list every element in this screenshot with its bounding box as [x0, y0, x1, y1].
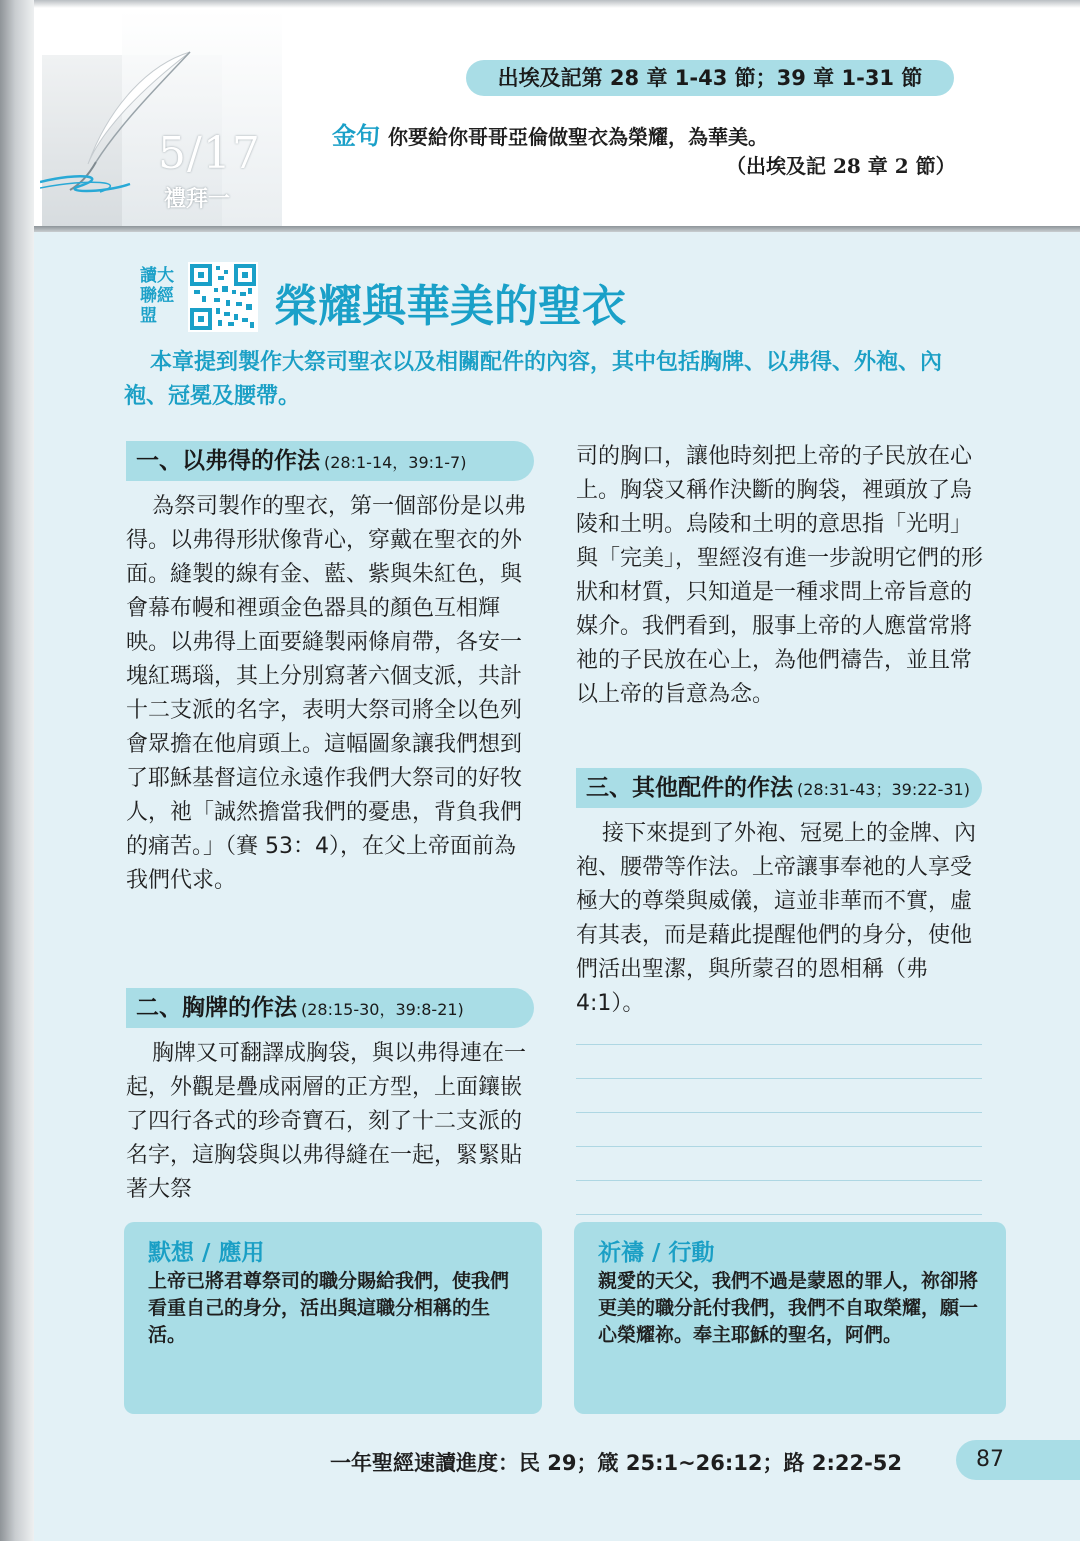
section-heading-1-title: 一、以弗得的作法 — [136, 448, 320, 474]
qr-code-icon[interactable] — [188, 262, 258, 332]
section-heading-2-title: 二、胸牌的作法 — [136, 995, 297, 1021]
section-heading-3-title: 三、其他配件的作法 — [586, 775, 793, 801]
golden-verse — [332, 116, 992, 151]
reading-progress: 一年聖經速讀進度：民 29；箴 25:1~26:12；路 2:22-52 — [330, 1451, 903, 1475]
note-line — [576, 1214, 982, 1215]
section-heading-1-ref: (28:1-14，39:1-7) — [324, 453, 467, 472]
section-3-body: 接下來提到了外袍、冠冕上的金牌、內袍、腰帶等作法。上帝讓事奉祂的人享受極大的尊榮與威儀，這並非華而不實，虛有其表，而是藉此提醒他們的身分，使他們活出聖潔，與所蒙召的恩相稱（弗 4:1）。 — [576, 821, 977, 1016]
section-heading-3 — [576, 768, 982, 808]
scripture-reference: 出埃及記第 28 章 1-43 節；39 章 1-31 節 — [466, 60, 954, 96]
golden-verse-reference: （出埃及記 28 章 2 節） — [726, 154, 956, 178]
golden-verse-text: 你要給你哥哥亞倫做聖衣為榮耀，為華美。 — [388, 125, 768, 149]
section-1-body: 為祭司製作的聖衣，第一個部份是以弗得。以弗得形狀像背心，穿戴在聖衣的外面。縫製的線有金、藍、紫與朱紅色，與會幕布幔和裡頭金色器具的顏色互相輝映。以弗得上面要縫製兩條肩帶，各安一塊紅瑪瑙，其上分別寫著六個支派，共計十二支派的名字，表明大祭司將全以色列會眾擔在他肩頭上。這幅圖象讓我們想到了耶穌基督這位永遠作我們大祭司的好牧人，祂「誠然擔當我們的憂患，背負我們的痛苦。」（賽 53：4），在父上帝面前為我們代求。 — [126, 494, 527, 893]
intro-paragraph: 本章提到製作大祭司聖衣以及相關配件的內容，其中包括胸牌、以弗得、外袍、內袍、冠冕及腰帶。 — [124, 350, 943, 409]
prayer-text: 親愛的天父，我們不過是蒙恩的罪人，祢卻將更美的職分託付我們，我們不自取榮耀，願一心榮耀祢。奉主耶穌的聖名，阿們。 — [598, 1270, 979, 1346]
section-2-continuation: 司的胸口，讓他時刻把上帝的子民放在心上。胸袋又稱作決斷的胸袋，裡頭放了烏陵和土明。烏陵和土明的意思指「光明」與「完美」，聖經沒有進一步說明它們的形狀和材質，只知道是一種求問上帝旨意的媒介。我們看到，服事上帝的人應當常將祂的子民放在心上，為他們禱告，並且常以上帝的旨意為念。 — [576, 444, 984, 707]
note-line — [576, 1078, 982, 1079]
note-line — [576, 1112, 982, 1113]
weekday: 禮拜一 — [164, 187, 231, 212]
prayer-title: 祈禱 / 行動 — [598, 1240, 715, 1266]
top-edge — [34, 0, 1080, 8]
section-heading-2-ref: (28:15-30，39:8-21) — [301, 1000, 464, 1019]
section-heading-1 — [126, 441, 534, 481]
meditation-title: 默想 / 應用 — [148, 1240, 265, 1266]
page-title: 榮耀與華美的聖衣 — [274, 281, 626, 332]
section-heading-3-ref: (28:31-43；39:22-31) — [797, 780, 970, 799]
qr-caption: 讀大聯經盟 — [140, 266, 174, 326]
golden-verse-label: 金句 — [332, 122, 380, 150]
book-spine — [0, 0, 34, 1541]
date-number: 5/17 — [158, 128, 261, 179]
meditation-text: 上帝已將君尊祭司的職分賜給我們，使我們看重自己的身分，活出與這職分相稱的生活。 — [148, 1270, 510, 1346]
section-2-body: 胸牌又可翻譯成胸袋，與以弗得連在一起，外觀是疊成兩層的正方型，上面鑲嵌了四行各式的珍奇寶石，刻了十二支派的名字，這胸袋與以弗得縫在一起，緊緊貼著大祭 — [126, 1041, 527, 1202]
note-line — [576, 1146, 982, 1147]
note-line — [576, 1180, 982, 1181]
note-line — [576, 1044, 982, 1045]
section-heading-2 — [126, 988, 534, 1028]
page-number: 87 — [956, 1440, 1080, 1480]
